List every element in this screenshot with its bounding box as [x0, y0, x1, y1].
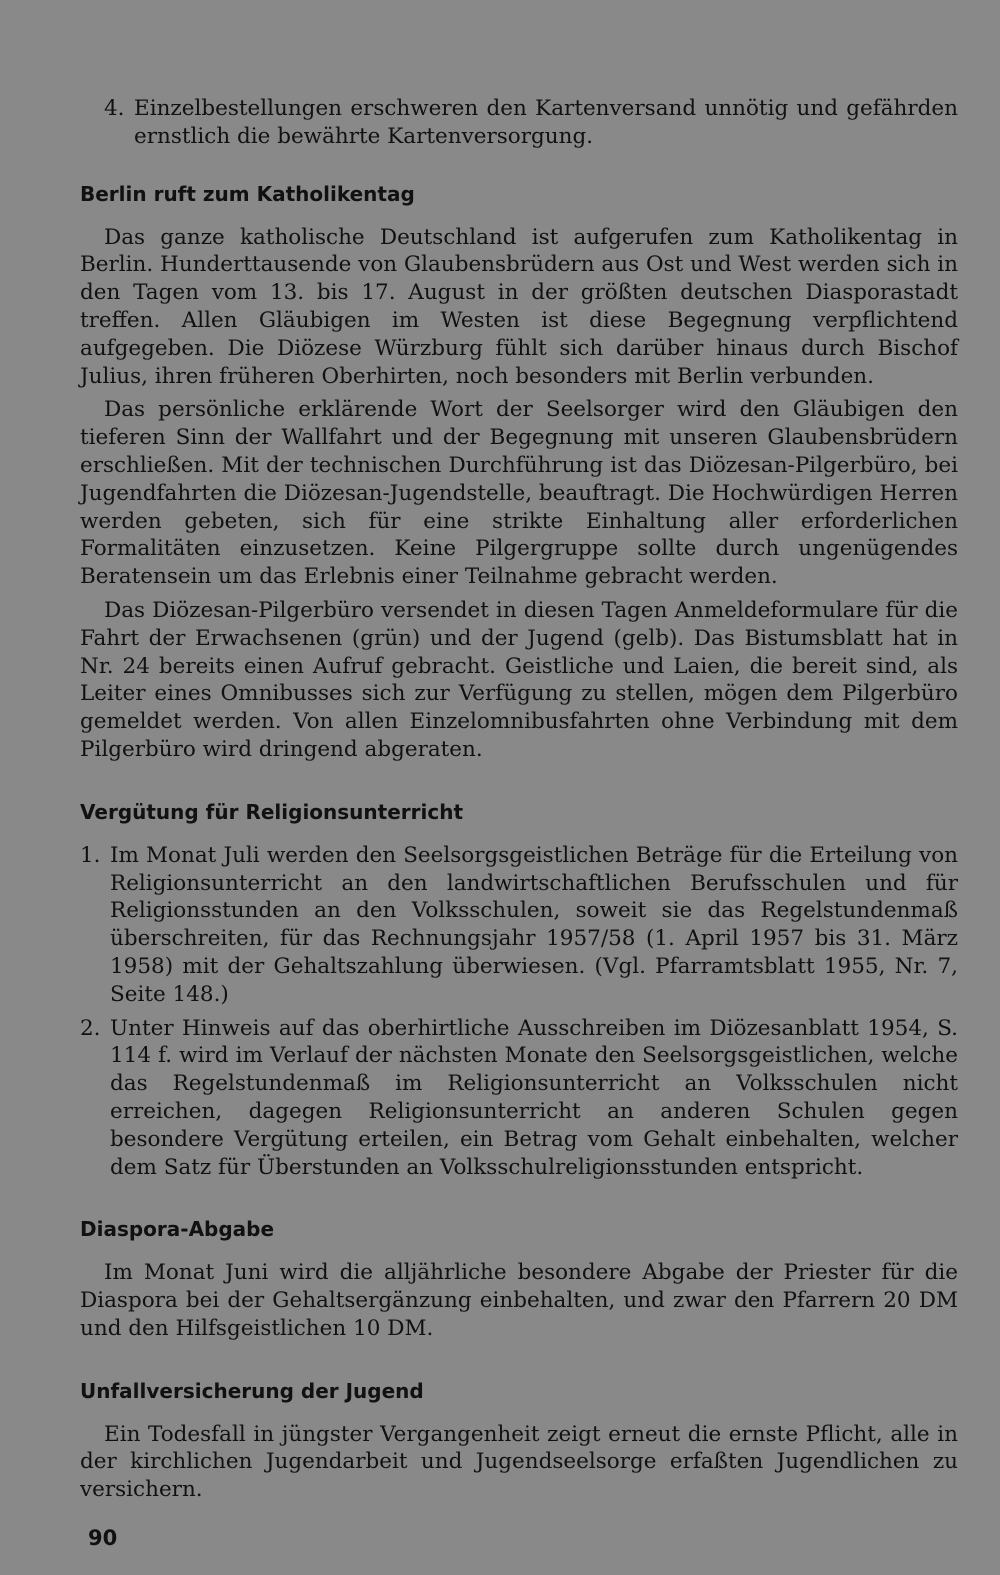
- document-page: [80, 95, 958, 1555]
- list-item-4: [104, 95, 958, 151]
- paragraph: Das Diözesan-Pilgerbüro versendet in diesen Tagen Anmeldeformulare für die Fahrt der Erwachsenen (grün) und der Jugend (gelb). Das Bistumsblatt hat in Nr. 24 bereits einen Aufruf gebracht. Geistliche und Laien, die bereit sind, als Leiter eines Omnibusses sich zur Verfügung zu stellen, mögen dem Pilgerbüro gemeldet werden. Von allen Einzelomnibusfahrten ohne Verbindung mit dem Pilgerbüro wird dringend abgeraten.: [80, 597, 958, 762]
- paragraph: Das persönliche erklärende Wort der Seelsorger wird den Gläubigen den tieferen Sinn der Wallfahrt und der Begegnung mit unseren Glaubensbrüdern erschließen. Mit der technischen Durchführung ist das Diözesan-Pilgerbüro, bei Jugendfahrten die Diözesan-Jugendstelle, beauftragt. Die Hochwürdigen Herren werden gebeten, sich für eine strikte Einhaltung aller erforderlichen Formalitäten einzusetzen. Keine Pilgergruppe sollte durch ungenügendes Beratensein um das Erlebnis einer Teilnahme gebracht werden.: [80, 397, 958, 590]
- page-number: 90: [88, 1526, 118, 1550]
- section-heading-diaspora: Diaspora-Abgabe: [80, 1217, 275, 1242]
- paragraph: Im Monat Juni wird die alljährliche besondere Abgabe der Priester für die Diaspora bei der Gehaltsergänzung einbehalten, und zwar den Pfarrern 20 DM und den Hilfsgeistlichen 10 DM.: [80, 1260, 958, 1341]
- list-text: Im Monat Juli werden den Seelsorgsgeistlichen Beträge für die Erteilung von Religionsunterricht an den landwirtschaftlichen Berufsschulen und für Religionsstunden an den Volksschulen, soweit sie das Regelstundenmaß überschreiten, für das Rechnungsjahr 1957/58 (1. April 1957 bis 31. März 1958) mit der Gehaltszahlung überwiesen. (Vgl. Pfarramtsblatt 1955, Nr. 7, Seite 148.): [110, 842, 958, 1007]
- section-heading-unfallversicherung: Unfallversicherung der Jugend: [80, 1378, 424, 1403]
- paragraph: Das ganze katholische Deutschland ist aufgerufen zum Katholikentag in Berlin. Hunderttausende von Glaubensbrüdern aus Ost und West werden sich in den Tagen vom 13. bis 17. August in der größten deutschen Diasporastadt treffen. Allen Gläubigen im Westen ist diese Begegnung verpflichtend aufgegeben. Die Diözese Würzburg fühlt sich darüber hinaus durch Bischof Julius, ihren früheren Oberhirten, noch besonders mit Berlin verbunden.: [80, 224, 958, 389]
- list-number: 1.: [80, 842, 101, 868]
- list-item-2: [80, 1015, 958, 1182]
- section-heading-katholikentag: Berlin ruft zum Katholikentag: [80, 181, 415, 206]
- list-number: 2.: [80, 1015, 101, 1041]
- section-heading-verguetung: Vergütung für Religionsunterricht: [80, 799, 464, 824]
- paragraph: Ein Todesfall in jüngster Vergangenheit zeigt erneut die ernste Pflicht, alle in der kirchlichen Jugendarbeit und Jugendseelsorge erfaßten Jugendlichen zu versichern.: [80, 1421, 958, 1503]
- list-text: Unter Hinweis auf das oberhirtliche Ausschreiben im Diözesanblatt 1954, S. 114 f. wird im Verlauf der nächsten Monate den Seelsorgsgeistlichen, welche das Regelstundenmaß im Religionsunterricht an Volksschulen nicht erreichen, dagegen Religionsunterricht an anderen Schulen gegen besondere Vergütung erteilen, ein Betrag vom Gehalt einbehalten, welcher dem Satz für Überstunden an Volksschulreligionsstunden entspricht.: [110, 1015, 958, 1180]
- list-item-1: [80, 842, 958, 1009]
- list-number: 4.: [104, 96, 125, 121]
- list-text: Einzelbestellungen erschweren den Kartenversand unnötig und gefährden ernstlich die bewährte Kartenversorgung.: [134, 96, 958, 149]
